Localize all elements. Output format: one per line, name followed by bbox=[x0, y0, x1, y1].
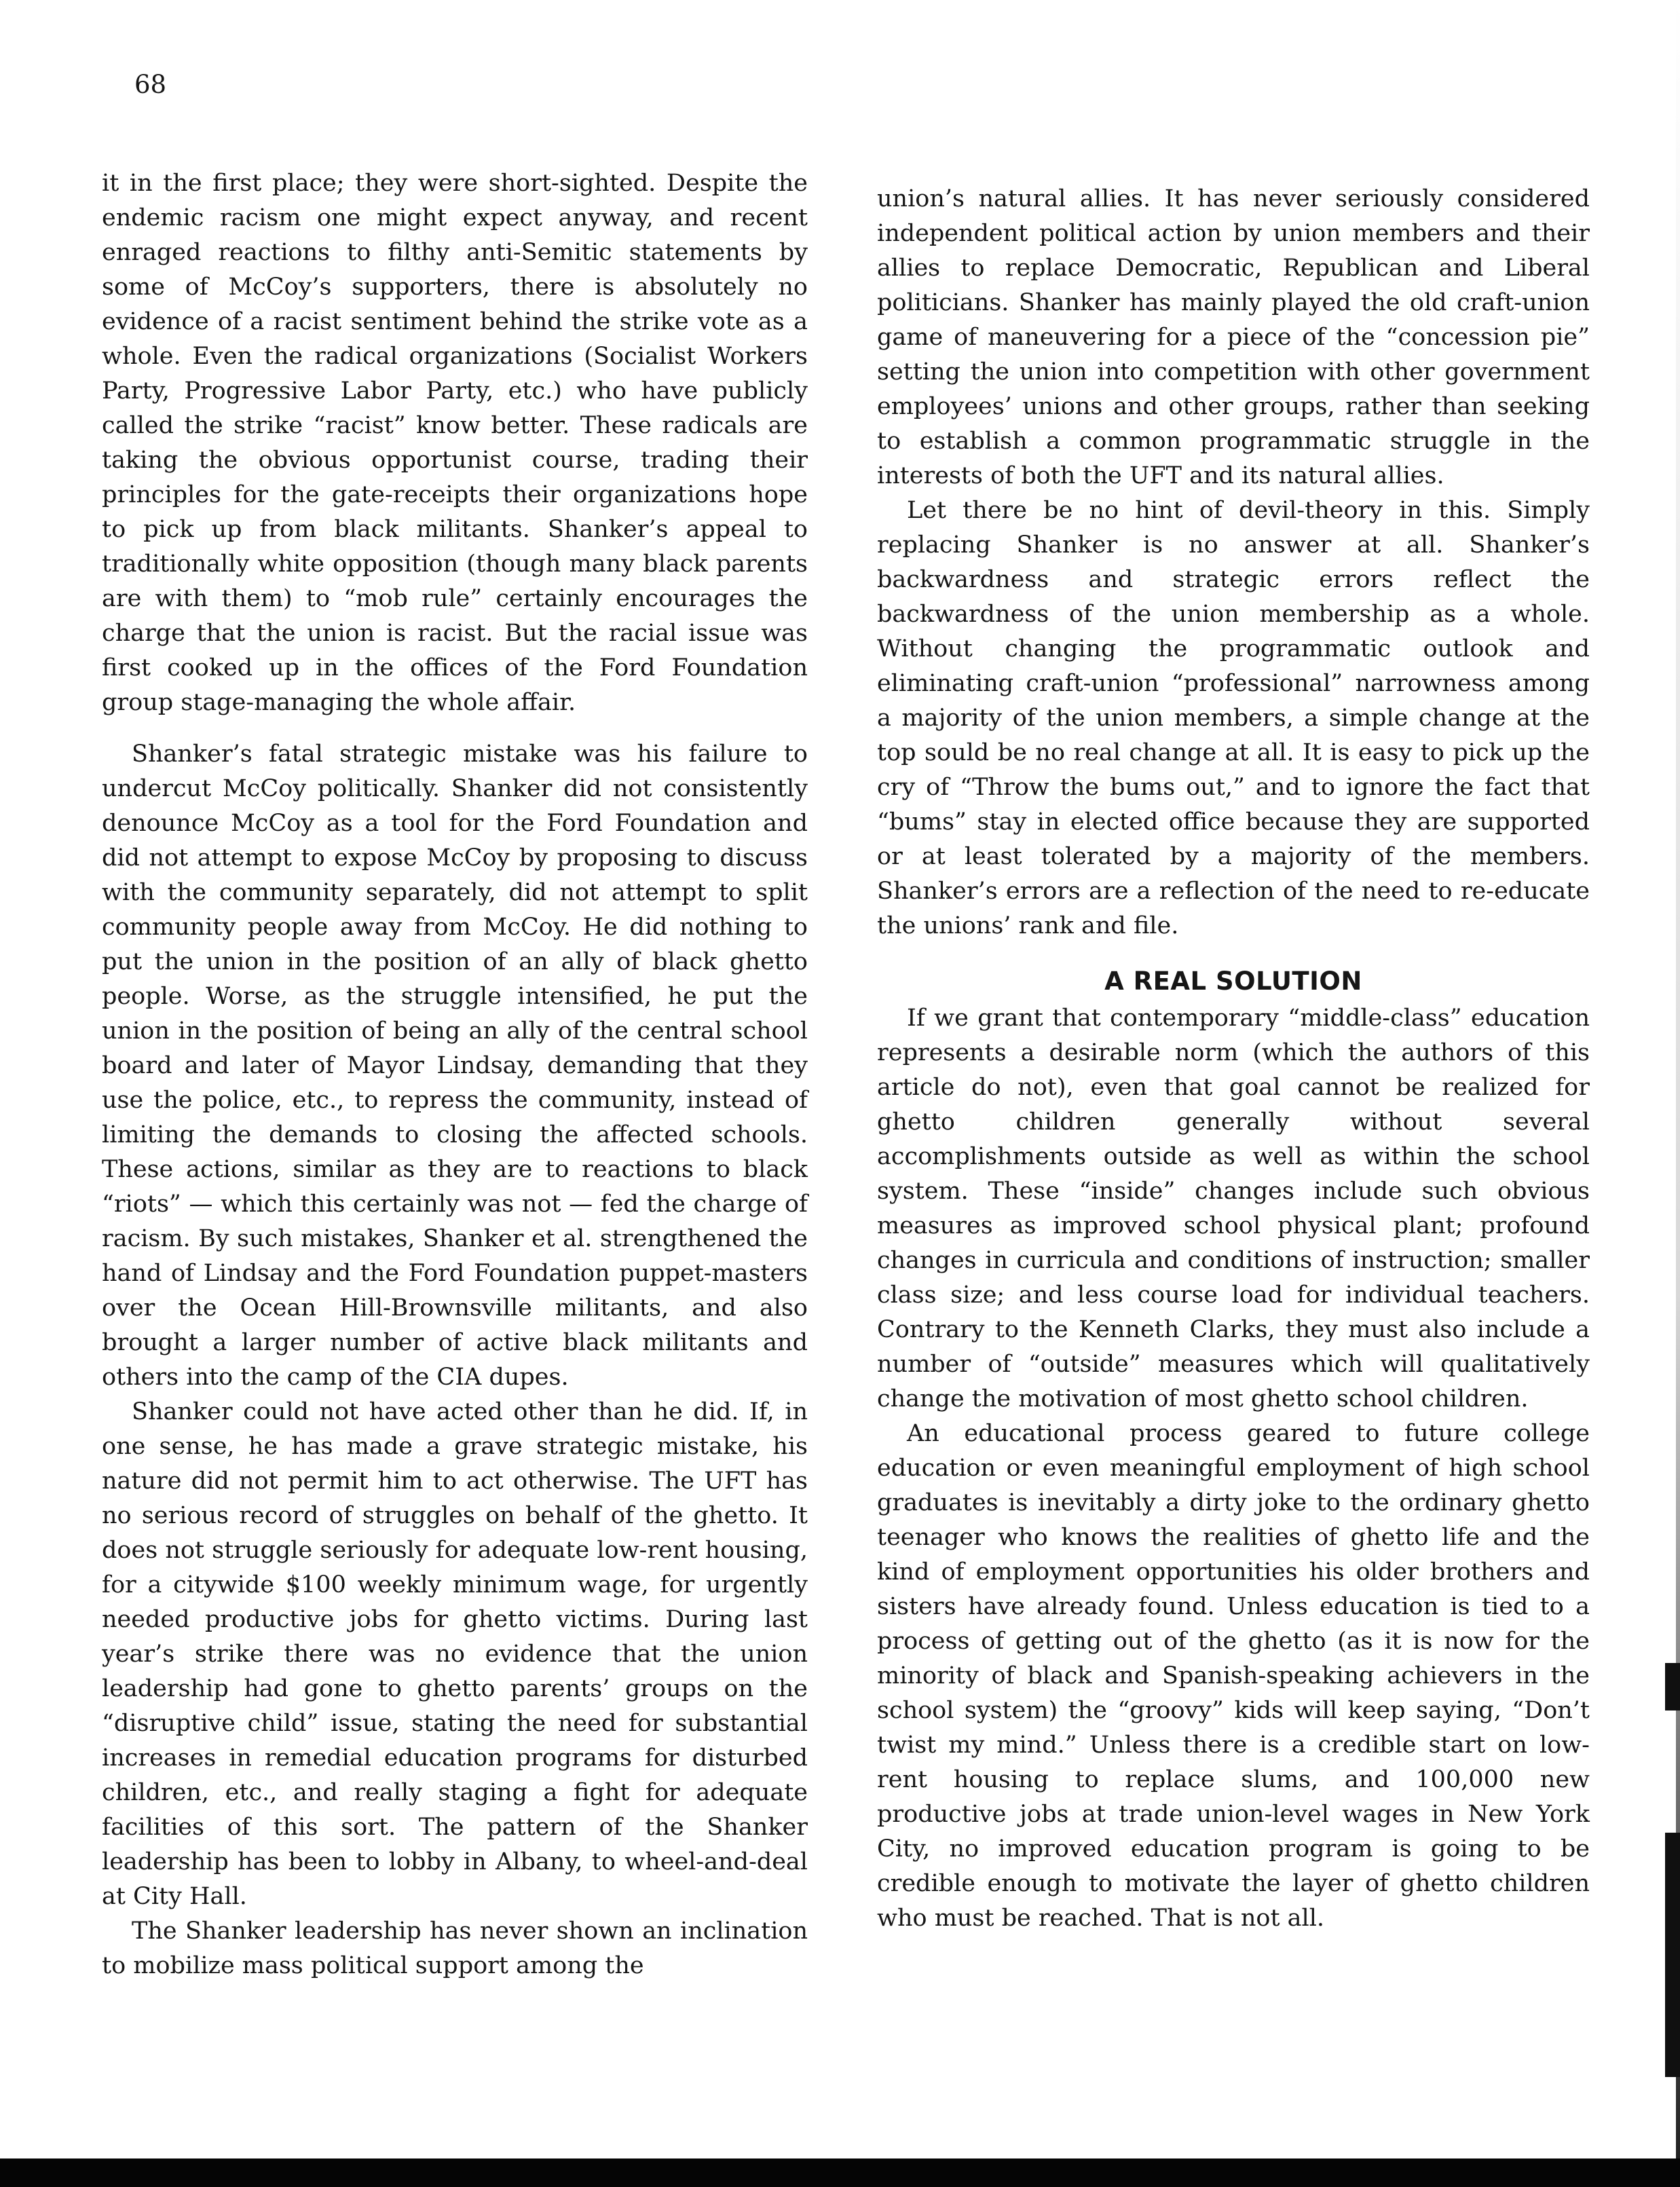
paragraph: Let there be no hint of devil-theory in this. Simply replacing Shanker is no answer at all. Shanker’s backwardness and strategic errors reflect the backwardness of the union membership as a whole. Without changing the programmatic outlook and eliminating craft-union “professional” narrowness among a majority of the union members, a simple change at the top sould be no real change at all. It is easy to pick up the cry of “Throw the bums out,” and to ignore the fact that “bums” stay in elected office because they are supported or at least tolerated by a majority of the members. Shanker’s errors are a reflection of the need to re-educate the unions’ rank and file. bbox=[877, 497, 1590, 939]
paragraph: If we grant that contemporary “middle-class” education represents a desirable norm (which the authors of this article do not), even that goal cannot be realized for ghetto children generally without several accomplishments outside as well as within the school system. These “inside” changes include such obvious measures as improved school physical plant; profound changes in curricula and conditions of instruction; smaller class size; and less course load for individual teachers. Contrary to the Kenneth Clarks, they must also include a number of “outside” measures which will qualitatively change the motivation of most ghetto school children. bbox=[877, 1005, 1590, 1413]
section-heading: A REAL SOLUTION bbox=[1104, 967, 1362, 996]
paragraph: The Shanker leadership has never shown an inclination to mobilize mass political support among the bbox=[102, 1918, 808, 1979]
paragraph: union’s natural allies. It has never seriously considered independent political action by union members and their allies to replace Democratic, Republican and Liberal politicians. Shanker has mainly played the old craft-union game of maneuvering for a piece of the “concession pie” setting the union into competition with other government employees’ unions and other groups, rather than seeking to establish a common programmatic struggle in the interests of both the UFT and its natural allies. bbox=[877, 185, 1590, 489]
paragraph: An educational process geared to future college education or even meaningful employment of high school graduates is inevitably a dirty joke to the ordinary ghetto teenager who knows the realities of ghetto life and the kind of employment opportunities his older brothers and sisters have already found. Unless education is tied to a process of getting out of the ghetto (as it is now for the minority of black and Spanish-speaking achievers in the school system) the “groovy” kids will keep saying, “Don’t twist my mind.” Unless there is a credible start on low-rent housing to replace slums, and 100,000 new productive jobs at trade union-level wages in New York City, no improved education program is going to be credible enough to motivate the layer of ghetto children who must be reached. That is not all. bbox=[877, 1420, 1590, 1932]
right-column bbox=[877, 182, 1590, 1936]
scan-mark bbox=[1665, 1663, 1680, 1711]
paragraph: it in the first place; they were short-sighted. Despite the endemic racism one might expect anyway, and recent enraged reactions to filthy anti-Semitic statements by some of McCoy’s supporters, there is absolutely no evidence of a racist sentiment behind the strike vote as a whole. Even the radical organizations (Socialist Workers Party, Progressive Labor Party, etc.) who have publicly called the strike “racist” know better. These radicals are taking the obvious opportunist course, trading their principles for the gate-receipts their organizations hope to pick up from black militants. Shanker’s appeal to traditionally white opposition (though many black parents are with them) to “mob rule” certainly encourages the charge that the union is racist. But the racial issue was first cooked up in the offices of the Ford Foundation group stage-managing the whole affair. bbox=[102, 170, 808, 716]
left-column bbox=[102, 166, 808, 1983]
scan-border bbox=[0, 2158, 1680, 2187]
scan-mark bbox=[1665, 1833, 1680, 2077]
page-number: 68 bbox=[134, 70, 167, 99]
paragraph: Shanker could not have acted other than he did. If, in one sense, he has made a grave strategic mistake, his nature did not permit him to act otherwise. The UFT has no serious record of struggles on behalf of the ghetto. It does not struggle seriously for adequate low-rent housing, for a citywide $100 weekly minimum wage, for urgently needed productive jobs for ghetto victims. During last year’s strike there was no evidence that the union leadership had gone to ghetto parents’ groups on the “disruptive child” issue, stating the need for substantial increases in remedial education programs for disturbed children, etc., and really staging a fight for adequate facilities of this sort. The pattern of the Shanker leadership has been to lobby in Albany, to wheel-and-deal at City Hall. bbox=[102, 1398, 808, 1910]
paragraph: Shanker’s fatal strategic mistake was his failure to undercut McCoy politically. Shanker did not consistently denounce McCoy as a tool for the Ford Foundation and did not attempt to expose McCoy by proposing to discuss with the community separately, did not attempt to split community people away from McCoy. He did nothing to put the union in the position of an ally of black ghetto people. Worse, as the struggle intensified, he put the union in the position of being an ally of the central school board and later of Mayor Lindsay, demanding that they use the police, etc., to repress the community, instead of limiting the demands to closing the affected schools. These actions, similar as they are to reactions to black “riots” — which this certainly was not — fed the charge of racism. By such mistakes, Shanker et al. strengthened the hand of Lindsay and the Ford Foundation puppet-masters over the Ocean Hill-Brownsville militants, and also brought a larger number of active black militants and others into the camp of the CIA dupes. bbox=[102, 741, 808, 1391]
